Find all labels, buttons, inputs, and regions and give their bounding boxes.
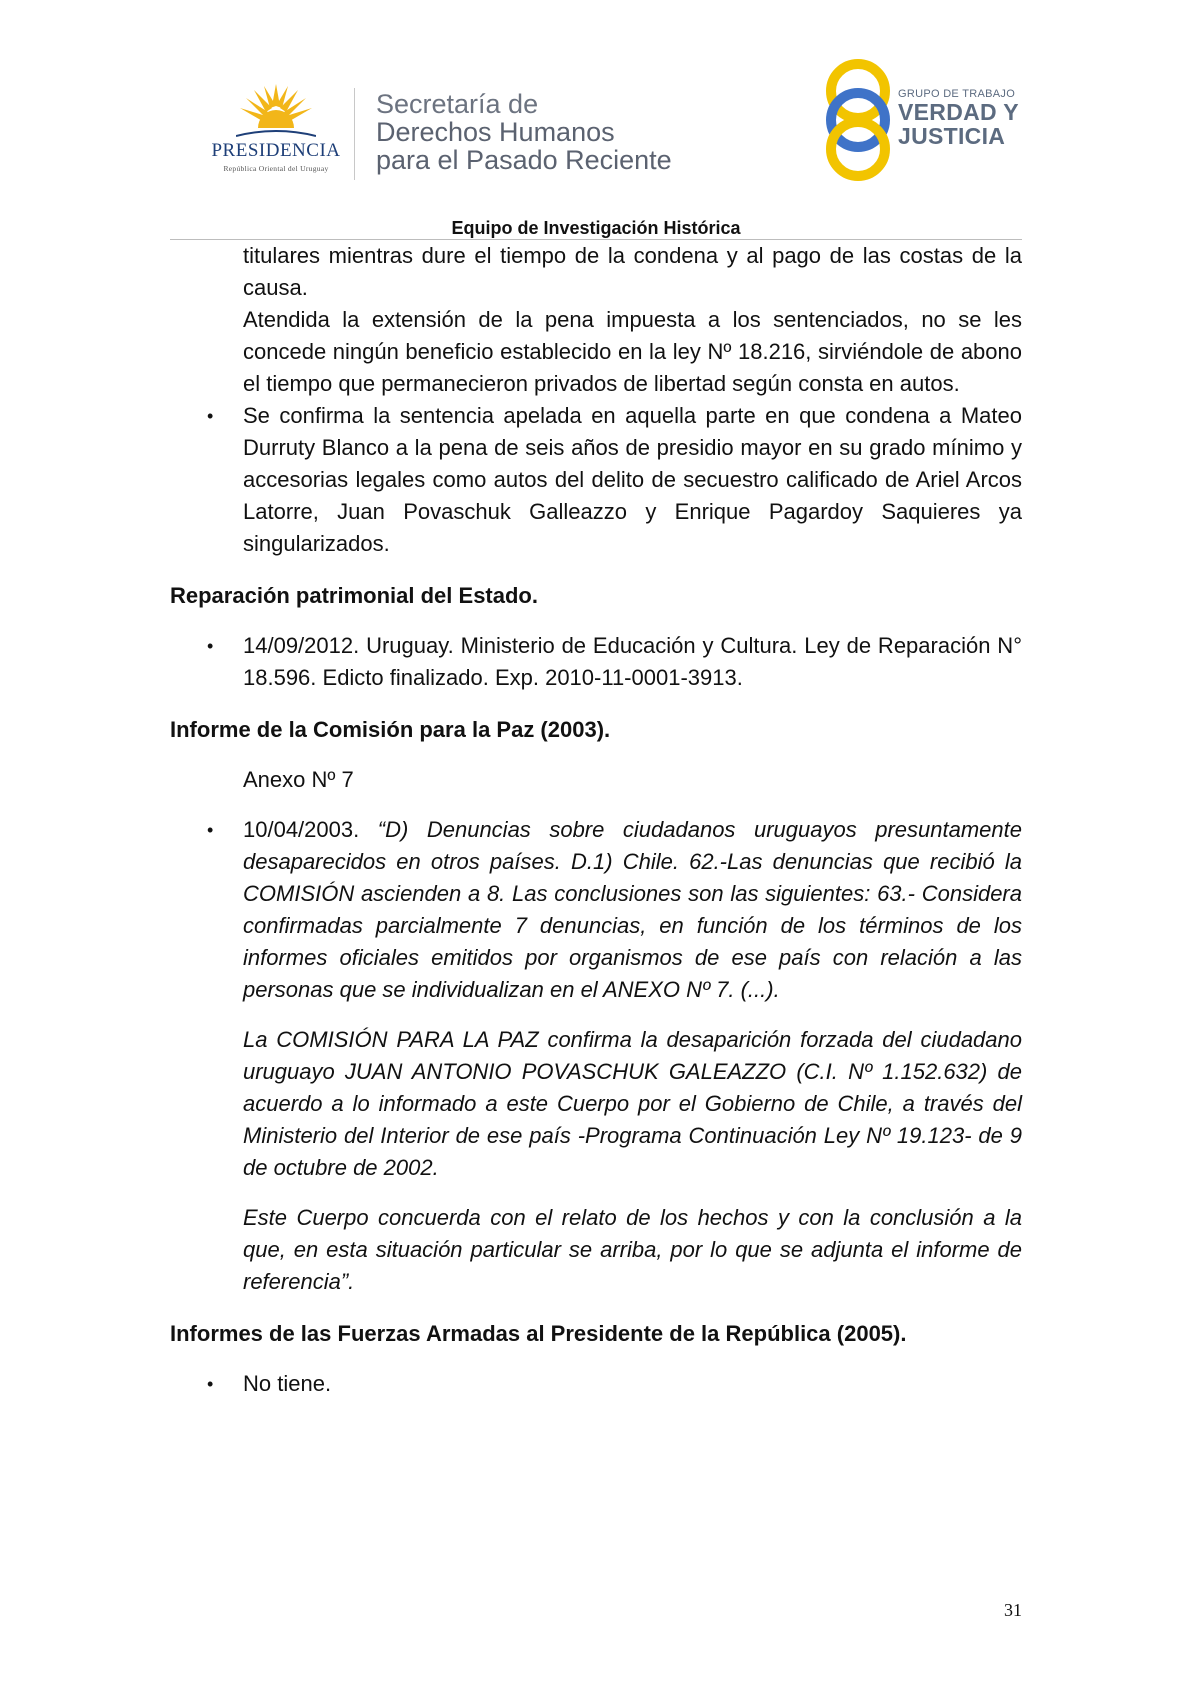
bullet-icon: • — [207, 820, 214, 840]
secretaria-wordmark — [376, 90, 672, 174]
page-number: 31 — [1004, 1600, 1022, 1620]
document-body — [170, 240, 1022, 1400]
verdad-y-label: VERDAD Y — [898, 99, 1019, 125]
secretaria-line-3: para el Pasado Reciente — [376, 145, 672, 175]
list-item — [170, 630, 1022, 694]
secretaria-line-1: Secretaría de — [376, 89, 539, 119]
section-heading-fuerzas-armadas: Informes de las Fuerzas Armadas al Presidente de la República (2005). — [170, 1321, 907, 1346]
sun-icon — [236, 82, 316, 140]
anexo-label: Anexo Nº 7 — [243, 767, 354, 792]
bullet-icon: • — [207, 406, 214, 426]
list-item — [170, 1368, 1022, 1400]
bullet-icon: • — [207, 1374, 214, 1394]
verdad-justicia-wordmark — [898, 88, 1019, 148]
page-header — [0, 0, 1191, 240]
justicia-label: JUSTICIA — [898, 123, 1006, 149]
list-item-text: No tiene. — [243, 1371, 332, 1396]
verdad-justicia-logo — [820, 58, 1040, 182]
presidencia-subtitle: República Oriental del Uruguay — [223, 164, 329, 173]
secretaria-line-2: Derechos Humanos — [376, 117, 615, 147]
paragraph-costas: titulares mientras dure el tiempo de la condena y al pago de las costas de la causa. — [243, 243, 1022, 300]
section-heading-comision: Informe de la Comisión para la Paz (2003). — [170, 717, 611, 742]
equipo-heading: Equipo de Investigación Histórica — [451, 218, 741, 238]
list-item — [170, 814, 1022, 1006]
quote-paragraph: Este Cuerpo concuerda con el relato de los hechos y con la conclusión a la que, en esta situación particular se arriba, por lo que se adjunta el informe de referencia”. — [243, 1205, 1022, 1294]
paragraph-abono: Atendida la extensión de la pena impuesta a los sentenciados, no se les concede ningún beneficio establecido en la ley Nº 18.216, sirviéndole de abono el tiempo que permanecieron privados de libertad según consta en autos. — [243, 307, 1022, 396]
logo-divider — [354, 88, 355, 180]
list-item — [170, 400, 1022, 560]
interlocked-rings-icon — [820, 58, 896, 182]
grupo-de-trabajo-label: GRUPO DE TRABAJO — [898, 88, 1016, 100]
presidencia-logo — [196, 82, 356, 182]
quote-paragraph: La COMISIÓN PARA LA PAZ confirma la desaparición forzada del ciudadano uruguayo JUAN ANTONIO POVASCHUK GALEAZZO (C.I. Nº 1.152.632) de acuerdo a lo informado a este Cuerpo por el Gobierno de Chile, a través del Ministerio del Interior de ese país -Programa Continuación Ley Nº 19.123- de 9 de octubre de 2002. — [243, 1027, 1022, 1180]
bullet-icon: • — [207, 636, 214, 656]
list-item-date: 10/04/2003. — [243, 817, 360, 842]
section-heading-reparacion: Reparación patrimonial del Estado. — [170, 583, 538, 608]
list-item-text: 14/09/2012. Uruguay. Ministerio de Educación y Cultura. Ley de Reparación N° 18.596. Edicto finalizado. Exp. 2010-11-0001-3913. — [243, 633, 1022, 690]
list-item-quote: “D) Denuncias sobre ciudadanos uruguayos presuntamente desaparecidos en otros países. D.1) Chile. 62.-Las denuncias que recibió la COMISIÓN ascienden a 8. Las conclusiones son las siguientes: 63.- Considera confirmadas parcialmente 7 denuncias, en función de los términos de los informes oficiales emitidos por organismos de ese país con relación a las personas que se individualizan en el ANEXO Nº 7. (...). — [243, 817, 1022, 1002]
presidencia-wordmark: PRESIDENCIA — [211, 140, 341, 161]
list-item-text: Se confirma la sentencia apelada en aquella parte en que condena a Mateo Durruty Blanco a la pena de seis años de presidio mayor en su grado mínimo y accesorias legales como autos del delito de secuestro calificado de Ariel Arcos Latorre, Juan Povaschuk Galleazzo y Enrique Pagardoy Saquieres ya singularizados. — [243, 403, 1022, 556]
